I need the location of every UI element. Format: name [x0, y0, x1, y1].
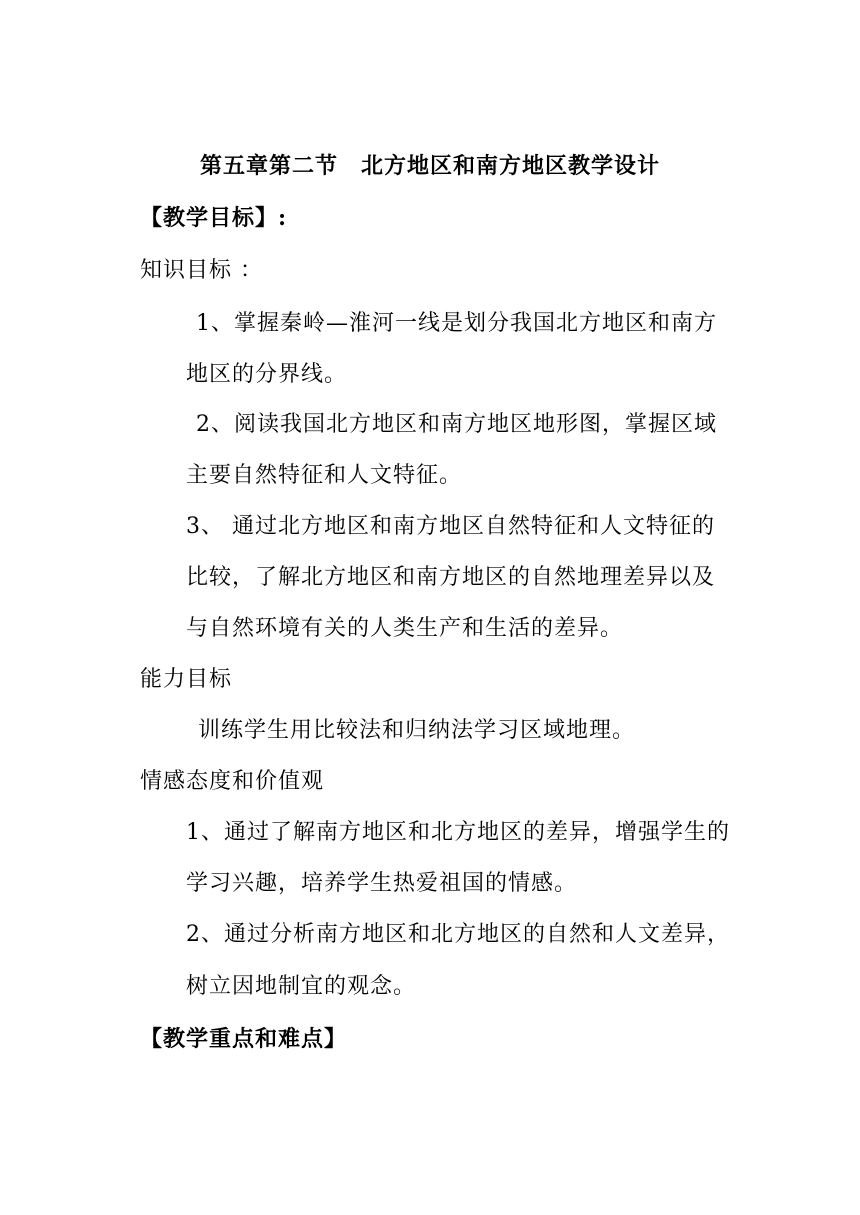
- knowledge-item-2-line-1: 2、阅读我国北方地区和南方地区地形图，掌握区域: [196, 412, 717, 437]
- knowledge-item-3-line-3: 与自然环境有关的人类生产和生活的差异。: [186, 616, 624, 641]
- emotion-item-1-line-1: 1、通过了解南方地区和北方地区的差异，增强学生的: [186, 820, 730, 845]
- emotion-heading: 情感态度和价值观: [140, 769, 325, 794]
- knowledge-item-1-line-2: 地区的分界线。: [186, 362, 348, 387]
- knowledge-item-1-line-1: 1、掌握秦岭—淮河一线是划分我国北方地区和南方: [196, 311, 717, 336]
- ability-heading: 能力目标: [140, 667, 233, 692]
- knowledge-item-2-line-2: 主要自然特征和人文特征。: [186, 463, 463, 488]
- knowledge-item-3-line-1: 3、 通过北方地区和南方地区自然特征和人文特征的: [186, 514, 715, 539]
- ability-item-1: 训练学生用比较法和归纳法学习区域地理。: [198, 718, 636, 743]
- knowledge-heading: 知识目标 ：: [140, 258, 263, 283]
- emotion-item-2-line-2: 树立因地制宜的观念。: [186, 974, 417, 999]
- emotion-item-2-line-1: 2、通过分析南方地区和北方地区的自然和人文差异，: [186, 922, 730, 947]
- section-heading-objectives: 【教学目标】:: [140, 205, 288, 231]
- section-heading-key-points: 【教学重点和难点】: [140, 1026, 348, 1052]
- emotion-item-1-line-2: 学习兴趣，培养学生热爱祖国的情感。: [186, 871, 578, 896]
- knowledge-item-3-line-2: 比较，了解北方地区和南方地区的自然地理差异以及: [186, 565, 716, 590]
- page-title: 第五章第二节 北方地区和南方地区教学设计: [200, 153, 661, 179]
